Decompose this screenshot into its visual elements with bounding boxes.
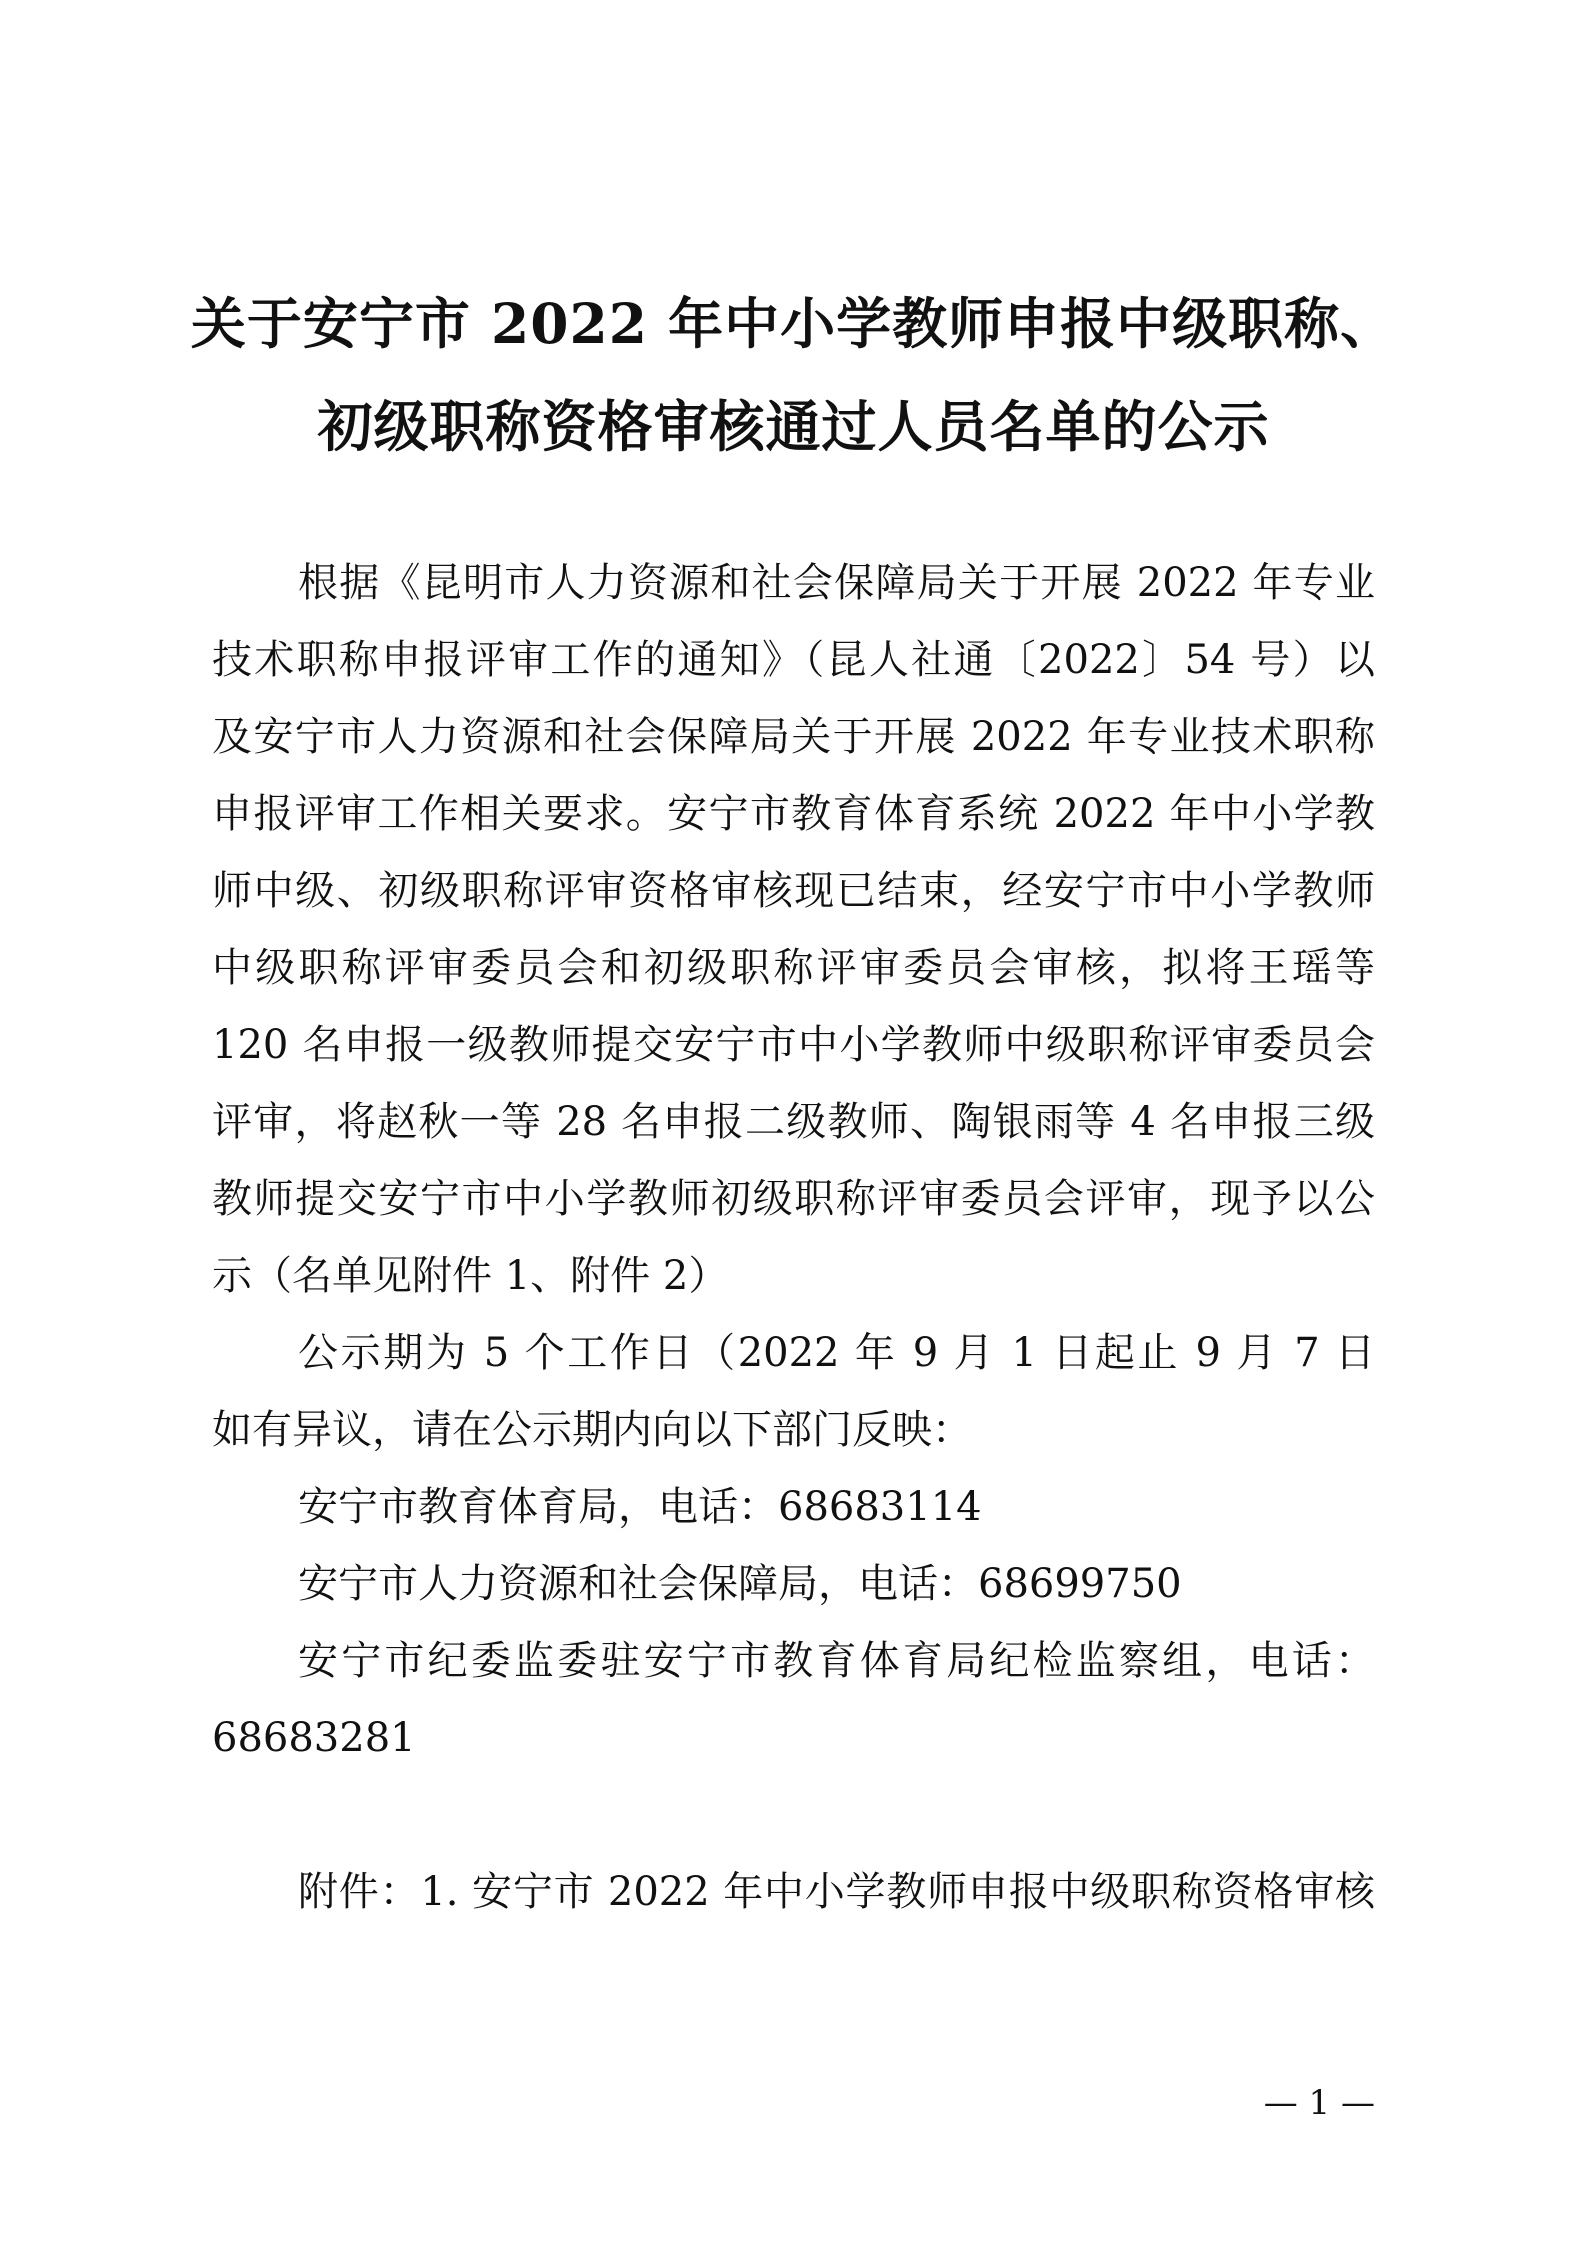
paragraph-1-line-9: 教师提交安宁市中小学教师初级职称评审委员会评审，现予以公	[212, 1176, 1375, 1222]
paragraph-1-line-8: 评审，将赵秋一等 28 名申报二级教师、陶银雨等 4 名申报三级	[212, 1099, 1375, 1145]
paragraph-1-line-6: 中级职称评审委员会和初级职称评审委员会审核，拟将王瑶等	[212, 945, 1375, 991]
paragraph-2-line-1: 公示期为 5 个工作日（2022 年 9 月 1 日起止 9 月 7 日	[298, 1330, 1375, 1376]
contact-education-bureau: 安宁市教育体育局，电话：68683114	[298, 1484, 982, 1530]
paragraph-2-line-2: 如有异议，请在公示期内向以下部门反映：	[212, 1407, 972, 1453]
paragraph-1-line-1: 根据《昆明市人力资源和社会保障局关于开展 2022 年专业	[298, 560, 1375, 606]
paragraph-1-line-2: 技术职称申报评审工作的通知》（昆人社通〔2022〕54 号）以	[212, 637, 1375, 683]
paragraph-1-line-7: 120 名申报一级教师提交安宁市中小学教师中级职称评审委员会	[212, 1022, 1375, 1068]
document-title-line-2: 初级职称资格审核通过人员名单的公示	[317, 394, 1270, 459]
contact-discipline-group-phone: 68683281	[212, 1715, 416, 1761]
paragraph-1-line-10: 示（名单见附件 1、附件 2）	[212, 1253, 729, 1299]
attachment-line: 附件：1. 安宁市 2022 年中小学教师申报中级职称资格审核	[298, 1869, 1375, 1915]
paragraph-1-line-4: 申报评审工作相关要求。安宁市教育体育系统 2022 年中小学教	[212, 791, 1375, 837]
paragraph-1-line-5: 师中级、初级职称评审资格审核现已结束，经安宁市中小学教师	[212, 868, 1375, 914]
page-number: — 1 —	[1263, 2083, 1375, 2123]
document-title-line-1: 关于安宁市 2022 年中小学教师申报中级职称、	[190, 291, 1397, 356]
paragraph-1-line-3: 及安宁市人力资源和社会保障局关于开展 2022 年专业技术职称	[212, 714, 1375, 760]
contact-discipline-group: 安宁市纪委监委驻安宁市教育体育局纪检监察组，电话：	[298, 1638, 1375, 1684]
contact-hr-bureau: 安宁市人力资源和社会保障局，电话：68699750	[298, 1561, 1182, 1607]
